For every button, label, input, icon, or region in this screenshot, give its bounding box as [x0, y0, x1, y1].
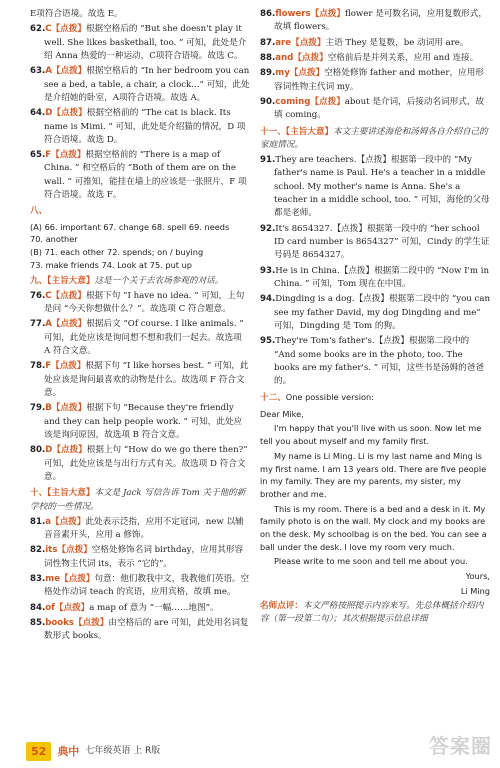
item-number: 82.: [30, 545, 46, 556]
item-number: 62.: [30, 24, 46, 35]
item-explanation: 空格处修饰名词 birthday，应用其形容词性物主代词 its，表示 “它的”。: [44, 545, 244, 569]
section-11-heading: [260, 126, 490, 153]
item-number: 90.: [260, 96, 276, 107]
page-number: 52: [26, 742, 51, 761]
item-number: 85.: [30, 618, 46, 628]
section-10-label: 十、【主旨大意】: [30, 488, 95, 499]
item-explanation: 此处表示泛指，应用不定冠词，new 以辅音音素开头，应用 a 修饰。: [44, 516, 244, 541]
item-answer: of: [45, 602, 55, 613]
letter-greeting: Dear Mike,: [260, 408, 304, 419]
item-answer: flowers: [275, 9, 311, 19]
tip-tag: 【点拨】: [310, 96, 345, 107]
letter-closing: Yours,: [465, 571, 490, 582]
tip-tag: 【点拨】: [51, 290, 86, 301]
section-8-answers: [30, 221, 250, 272]
item-number: 83.: [30, 574, 46, 585]
tip-tag: 【点拨】: [51, 150, 86, 161]
section-8-line: (A) 66. important 67. change 68. spell 69. needs: [30, 221, 230, 232]
letter-paragraph: I'm happy that you'll live with us soon. Now let me tell you about myself and my family first.: [260, 423, 482, 447]
tip-tag: 【点拨】: [51, 403, 87, 414]
item-answer: A: [45, 319, 52, 330]
answer-item: [30, 402, 250, 442]
item-explanation: 主语 They 是复数，be 动词用 are。: [325, 37, 469, 48]
item-explanation: It's 8654327.【点拨】根据第一段中的 “her school ID card number is 8654327” 可知，Cindy 的学生证号码是 8654327。: [274, 223, 490, 261]
section-8-line: 70. another: [30, 234, 78, 245]
right-column: [260, 8, 490, 626]
item-answer: my: [275, 68, 290, 79]
answer-item: [30, 8, 250, 21]
brand-logo: 典中: [57, 745, 80, 758]
item-explanation: 根据空格前的 “There is a map of China. ” 和空格后的 “Both of them are on the wall. ” 可推知，能挂在墙上的应该是一张照片，F 项符合语境。故选 F。: [44, 150, 247, 201]
item-explanation: 根据下句 “I like horses best. ” 可知，此处应该是询问最喜欢的动物是什么。故选项 F 符合文意。: [44, 361, 249, 398]
section-12-heading: [260, 391, 490, 405]
item-explanation: 根据下句 “I have no idea. ” 可知，上句是问 “今天你想做什么？”。故选项 C 符合题意。: [44, 290, 245, 315]
answer-item: [30, 444, 250, 484]
tip-tag: 【点拨】: [54, 602, 90, 613]
item-explanation: 根据空格后的 “In her bedroom you can see a bed, a table, a chair, a clock...” 可知，此处是介绍她的卧室，A项符合语境。故选 A。: [44, 66, 250, 103]
item-number: 89.: [260, 68, 276, 79]
tip-tag: 【点拨】: [52, 108, 87, 119]
letter-paragraph: This is my room. There is a bed and a desk in it. My family photo is on the wall. My clock and my books are on the desk. My schoolbag is on the bed. You can see a ball under the desk. I love my room very much.: [260, 503, 487, 552]
item-number: 76.: [30, 290, 46, 301]
item-answer: coming: [275, 96, 311, 107]
item-number: 78.: [30, 361, 46, 372]
answer-item: [30, 573, 250, 600]
item-answer: D: [45, 108, 53, 119]
item-number: 64.: [30, 108, 46, 119]
item-answer: C: [45, 24, 52, 35]
answer-item: [30, 544, 250, 571]
answer-item: [30, 516, 250, 543]
answer-item: [260, 223, 490, 263]
tip-tag: 【点拨】: [51, 319, 87, 330]
section-10-heading: [30, 487, 250, 514]
item-number: 65.: [30, 150, 46, 161]
teacher-comment: [260, 600, 490, 627]
item-answer: A: [45, 66, 52, 77]
answer-item: [260, 8, 490, 35]
item-answer: C: [45, 290, 52, 301]
item-explanation: 根据下句 “Because they're friendly and they can help people work. ” 可知，此处应该是询问原因，故选项 B 符合文意。: [44, 403, 243, 440]
answer-item: [30, 65, 250, 105]
tip-tag: 【点拨】: [310, 9, 346, 19]
item-answer: B: [45, 403, 52, 414]
tip-tag: 【点拨】: [52, 445, 87, 456]
answer-item: [260, 37, 490, 50]
answer-item: [260, 265, 490, 292]
page-footer: [26, 742, 160, 761]
section-10-summary: 本文是 Jack 写信告诉 Tom 关于他的新学校的一些情况。: [30, 488, 246, 512]
letter-paragraph: My name is Li Ming. Li is my last name and Ming is my first name. I am 13 years old. There are five people in my family. They are my parents, my sister, my brother and me.: [260, 450, 487, 499]
item-explanation: Dingding is a dog.【点拨】根据第二段中的 “you can see my father David, my dog Dingding and me” 可知，Dingding 是 Tom 的狗。: [274, 294, 491, 331]
tip-tag: 【点拨】: [291, 37, 326, 48]
item-explanation: 空格处修饰 father and mother，应用形容词性物主代词 my。: [274, 68, 484, 92]
item-explanation: 根据空格前的 “The cat is black. Its name is Mimi. ” 可知，此处是介绍猫的情况，D 项符合语境。故选 D。: [44, 108, 246, 145]
comment-label: 名师点评：: [260, 600, 303, 611]
item-number: 81.: [30, 516, 46, 527]
answer-item: [260, 52, 490, 65]
tip-tag: 【点拨】: [74, 618, 109, 628]
answer-item: [30, 617, 250, 644]
watermark: 答案圈: [429, 734, 492, 758]
tip-tag: 【点拨】: [57, 545, 92, 556]
answer-item: [30, 360, 250, 400]
answer-item: [260, 335, 490, 388]
tip-tag: 【点拨】: [51, 361, 86, 372]
item-number: 94.: [260, 294, 276, 305]
item-number: 92.: [260, 223, 276, 234]
section-8-line: (B) 71. each other 72. spends; on / buying: [30, 247, 204, 258]
item-answer: a: [45, 516, 52, 527]
answer-item: [30, 23, 250, 63]
section-12-intro: One possible version:: [285, 392, 374, 403]
answer-item: [260, 154, 490, 221]
section-12-label: 十二、: [260, 393, 286, 404]
book-subtitle: 七年级英语 上 R版: [85, 745, 161, 756]
item-explanation: about 是介词，后接动名词形式，故填 coming。: [274, 96, 485, 121]
left-column: [30, 8, 250, 646]
item-number: 93.: [260, 265, 276, 276]
item-answer: D: [45, 445, 53, 456]
sample-letter: [260, 408, 490, 598]
item-explanation: 由空格后的 are 可知，此处用名词复数形式 books。: [44, 618, 249, 642]
answer-item: [260, 293, 490, 333]
comment-text: 本文严格按照提示内容来写。先总体概括介绍内容（第一段第二句）；其次根据提示信息详细: [260, 600, 484, 624]
item-explanation: 根据空格后的 “But she doesn't play it well. She likes basketball, too. ” 可知，此处是介绍 Anna 热爱的一种运动，C项符合语境。故选 C。: [44, 24, 247, 61]
answer-item: [260, 96, 490, 123]
item-explanation: flower 是可数名词，应用复数形式，故填 flowers。: [274, 9, 487, 33]
item-number: 77.: [30, 319, 46, 330]
section-11-label: 十一、【主旨大意】: [260, 126, 334, 137]
item-number: 79.: [30, 403, 46, 414]
item-explanation: 句意：他们教我中文，我教他们英语。空格处作动词 teach 的宾语，应用宾格，故填 me。: [44, 574, 250, 598]
item-answer: F: [45, 361, 52, 372]
item-number: 87.: [260, 37, 276, 48]
answer-item: [30, 602, 250, 615]
item-explanation: He is in China.【点拨】根据第二段中的 “Now I'm in China. ” 可知，Tom 现在在中国。: [274, 265, 490, 289]
item-number: 86.: [260, 9, 276, 19]
section-9-summary: 这是一个关于去农场参观的对话。: [94, 275, 224, 286]
item-number: 80.: [30, 445, 46, 456]
item-explanation: They're Tom's father's.【点拨】根据第二段中的 “And some books are in the photo, too. The books are my father's. ” 可知，这些书是汤姆的爸爸的。: [274, 336, 484, 387]
item-number: 91.: [260, 155, 276, 166]
item-number: 95.: [260, 336, 276, 347]
item-answer: F: [45, 150, 52, 161]
section-8-heading: [30, 205, 250, 218]
item-answer: are: [275, 37, 292, 48]
section-8-label: 八、: [30, 206, 48, 217]
tip-tag: 【点拨】: [289, 68, 325, 79]
tip-tag: 【点拨】: [60, 574, 95, 585]
answer-item: [30, 290, 250, 317]
letter-paragraph: Please write to me soon and tell me about you.: [274, 556, 468, 567]
section-11-summary: 本文主要讲述海伦和汤姆各自介绍自己的家庭情况。: [260, 126, 488, 150]
item-answer: me: [45, 574, 61, 585]
answer-item: [30, 318, 250, 358]
answer-item: [260, 67, 490, 94]
item-explanation: 根据上句 “How do we go there then?” 可知，此处应该是与出行方式有关。故选项 D 符合文意。: [44, 445, 248, 482]
item-number: 63.: [30, 66, 46, 77]
item-explanation: 根据后文 “Of course. I like animals. ” 可知，此处应该是询问想不想和我们一起去。故选项 A 符合文意。: [44, 319, 244, 357]
item-answer: and: [275, 52, 294, 63]
section-8-line: 73. make friends 74. Look at 75. put up: [30, 259, 192, 270]
answer-item: [30, 149, 250, 202]
item-explanation: E项符合语境。故选 E。: [30, 9, 123, 19]
item-explanation: They are teachers.【点拨】根据第一段中的 “My father's name is Paul. He's a teacher in a middle school. My mother's name is Anna. She's a teacher in a middle school, too. ” 可知，海伦的父母都是老师。: [274, 155, 490, 219]
letter-signature: Li Ming: [460, 585, 490, 596]
section-9-heading: [30, 275, 250, 288]
item-explanation: 空格前后是并列关系，应用 and 连接。: [327, 52, 479, 63]
item-number: 88.: [260, 52, 276, 63]
answer-item: [30, 107, 250, 147]
item-answer: books: [45, 618, 75, 628]
item-number: 84.: [30, 602, 46, 613]
item-answer: its: [45, 545, 58, 556]
tip-tag: 【点拨】: [51, 516, 86, 527]
item-explanation: a map of 意为 “一幅……地图”。: [89, 602, 219, 613]
tip-tag: 【点拨】: [51, 66, 87, 77]
tip-tag: 【点拨】: [51, 24, 86, 35]
tip-tag: 【点拨】: [293, 52, 328, 63]
section-9-label: 九、【主旨大意】: [30, 275, 95, 286]
